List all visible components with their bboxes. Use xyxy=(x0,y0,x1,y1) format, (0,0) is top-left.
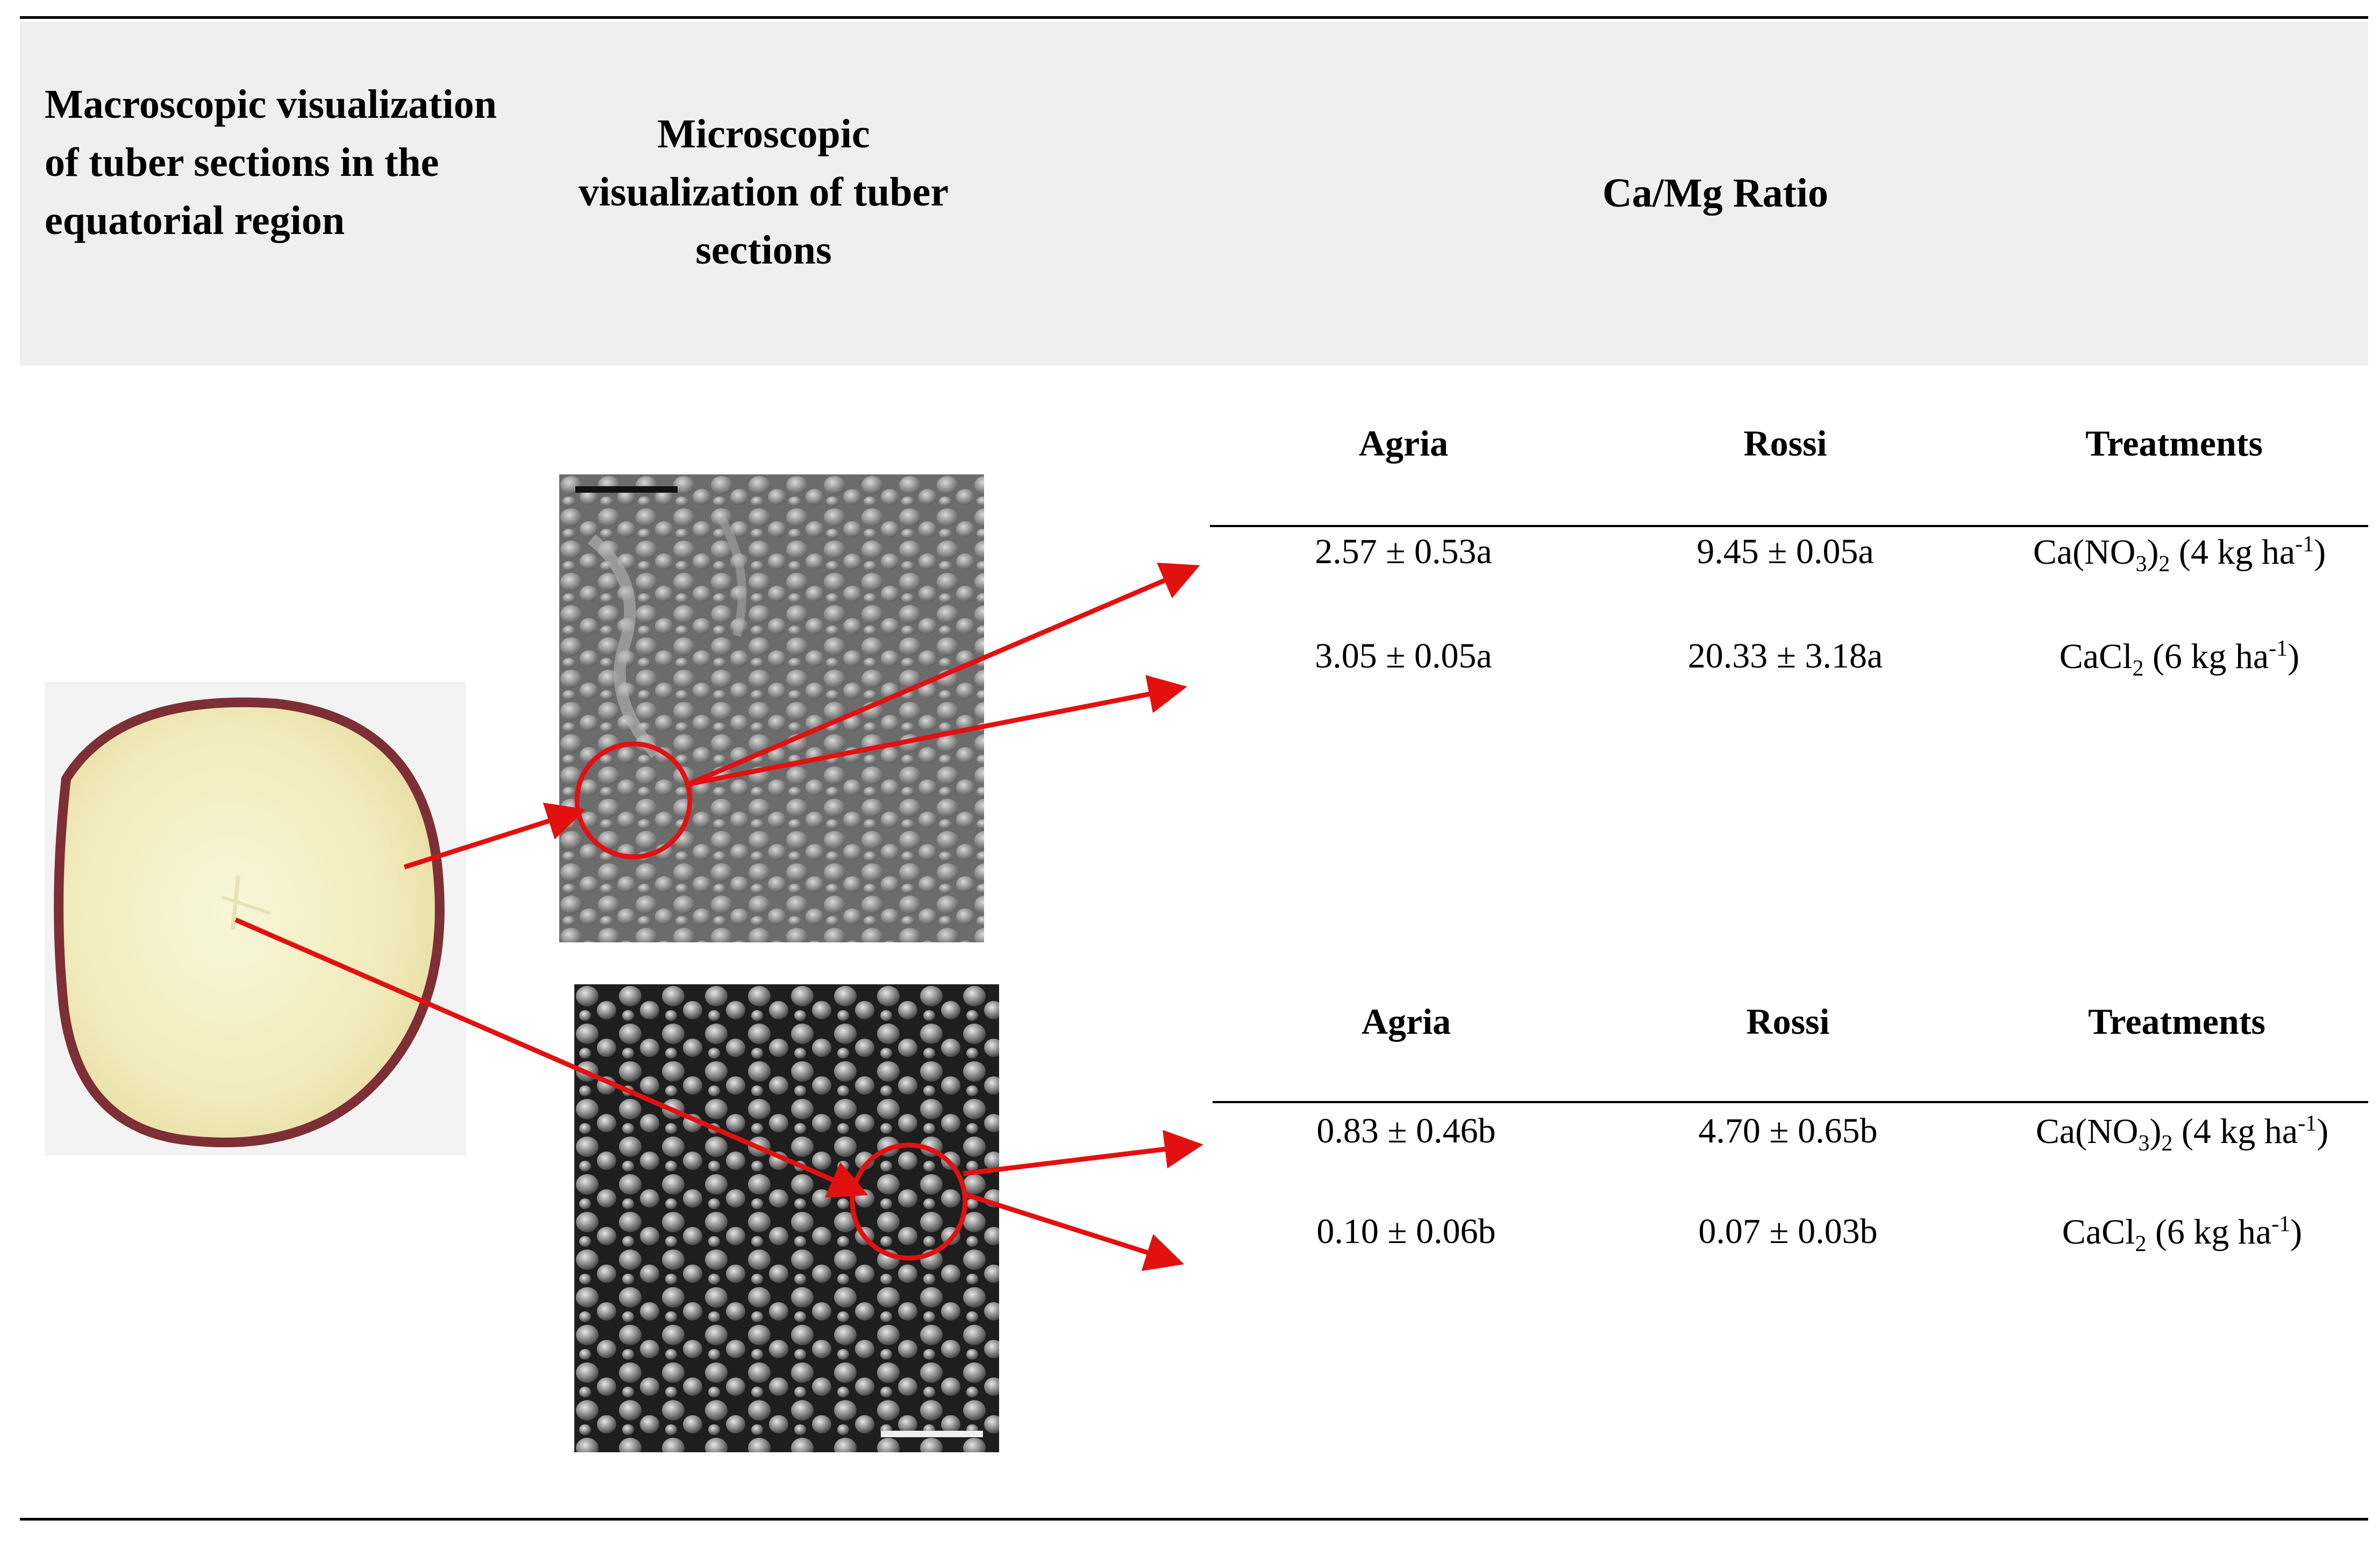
treatment-text: (4 kg ha xyxy=(2170,532,2296,572)
treatment-text: ) xyxy=(2147,532,2159,572)
top-row1-treatment xyxy=(1986,531,2373,577)
top-col-agria: Agria xyxy=(1358,423,1449,464)
top-col-rossi: Rossi xyxy=(1743,423,1827,464)
bottom-rule xyxy=(20,1518,2368,1521)
sem-micrograph-top xyxy=(559,474,984,942)
bottom-row2-agria: 0.10 ± 0.06b xyxy=(1316,1212,1496,1251)
subscript: 2 xyxy=(2158,552,2170,577)
bottom-row1-agria: 0.83 ± 0.46b xyxy=(1316,1111,1496,1151)
bottom-row2-rossi: 0.07 ± 0.03b xyxy=(1698,1212,1878,1251)
superscript: -1 xyxy=(2295,532,2314,557)
treatment-text: ) xyxy=(2288,637,2300,676)
sem-micrograph-bottom xyxy=(574,984,999,1452)
treatment-text: ) xyxy=(2317,1112,2329,1151)
treatment-text: ) xyxy=(2149,1112,2162,1151)
bottom-row1-rossi: 4.70 ± 0.65b xyxy=(1698,1111,1878,1151)
top-row2-treatment xyxy=(1986,636,2373,681)
potato-cross-section-image xyxy=(45,682,466,1155)
bottom-col-rossi: Rossi xyxy=(1746,1001,1830,1042)
bottom-col-treatments: Treatments xyxy=(2088,1001,2265,1042)
treatment-text: (6 kg ha xyxy=(2146,1212,2272,1252)
treatment-text: CaCl xyxy=(2059,637,2133,676)
bottom-col-agria: Agria xyxy=(1361,1001,1451,1042)
superscript: -1 xyxy=(2298,1111,2317,1136)
treatment-text: (6 kg ha xyxy=(2143,637,2269,676)
bottom-row1-treatment xyxy=(1989,1111,2376,1156)
treatment-text: Ca(NO xyxy=(2035,1112,2139,1151)
treatment-text: CaCl xyxy=(2062,1212,2135,1252)
bottom-table-rule xyxy=(1213,1101,2368,1103)
top-rule xyxy=(20,16,2368,19)
bottom-row2-treatment xyxy=(1989,1211,2376,1257)
superscript: -1 xyxy=(2271,1212,2291,1237)
treatment-text: ) xyxy=(2314,532,2326,572)
subscript: 3 xyxy=(2135,552,2147,577)
header-macroscopic: Macroscopic visualization of tuber sections in the equatorial region xyxy=(45,82,497,243)
subscript: 2 xyxy=(2135,1232,2147,1257)
top-row1-rossi: 9.45 ± 0.05a xyxy=(1697,532,1874,571)
top-row2-agria: 3.05 ± 0.05a xyxy=(1315,636,1492,676)
header-ca-mg-ratio: Ca/Mg Ratio xyxy=(1602,171,1829,216)
treatment-text: (4 kg ha xyxy=(2172,1112,2298,1151)
top-row1-agria: 2.57 ± 0.53a xyxy=(1315,532,1492,571)
top-row2-rossi: 20.33 ± 3.18a xyxy=(1687,636,1883,676)
treatment-text: ) xyxy=(2290,1212,2303,1252)
top-table-rule xyxy=(1210,525,2368,527)
superscript: -1 xyxy=(2269,636,2288,661)
header-microscopic: Microscopic visualization of tuber sections xyxy=(578,111,949,273)
subscript: 2 xyxy=(2132,656,2144,681)
treatment-text: Ca(NO xyxy=(2033,532,2136,572)
subscript: 3 xyxy=(2138,1131,2150,1156)
top-col-treatments: Treatments xyxy=(2085,423,2263,464)
subscript: 2 xyxy=(2161,1131,2173,1156)
